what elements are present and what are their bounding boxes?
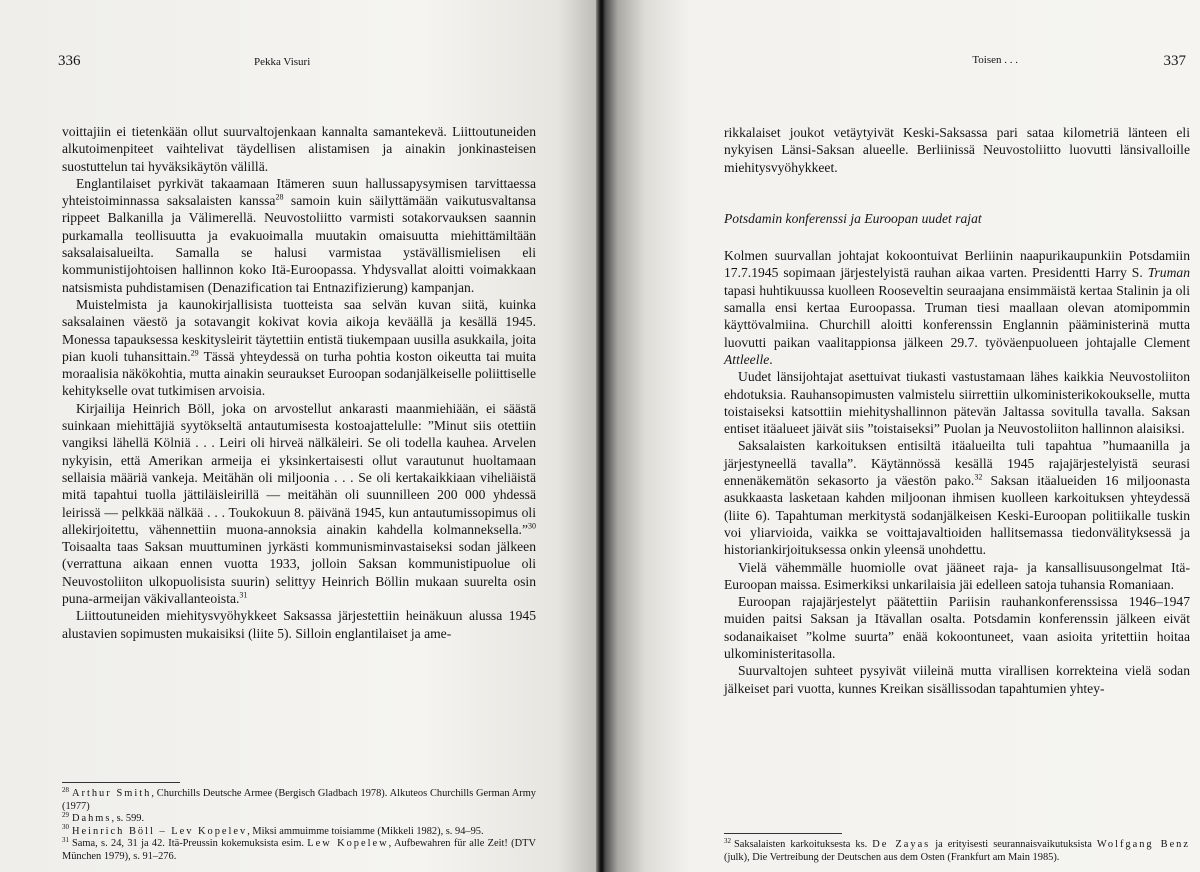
footnote-number: 28	[62, 785, 69, 794]
paragraph: Suurvaltojen suhteet pysyivät viileinä mutta virallisen korrekteina vielä sodan jälkeiset pari vuotta, kunnes Kreikan sisällissodan tapahtumien yhtey-	[724, 663, 1190, 696]
page-number: 337	[1163, 53, 1186, 69]
footnote-text: Sama, s. 24, 31 ja 42. Itä-Preussin kokemuksista esim. Lew Kopelew, Aufbewahren für alle Zeit! (DTV München 1979), s. 91–276.	[62, 838, 536, 862]
book-spine	[596, 0, 606, 872]
paragraph: Euroopan rajajärjestelyt päätettiin Pariisin rauhankonferenssissa 1946–1947 muiden paitsi Saksan ja Itävallan osalta. Potsdamin konferenssin jälkeen eivät sodanaikaiset ”kolme suurta” enää kokoontuneet, vaan asioita yritettiin hoitaa ulkoministeritasolla.	[724, 594, 1190, 662]
paragraph: Muistelmista ja kaunokirjallisista tuotteista saa selvän kuvan siitä, kuinka saksalainen väestö ja sotavangit kokivat kovia aikoja keväällä ja kesällä 1945. Monessa tapauksessa keskitysleirit täytettiin entistä tiukempaan uusilla asukkaila, joita pian kuoli tuhansittain.$^{29}$ Tässä yhteydessä on turha pohtia koston oikeutta tai muita moraalisia näkökohtia, mutta ainakin seuraukset Euroopan sodanjälkeiselle poliittiselle kehitykselle ovat tutkimisen arvoisia.	[62, 296, 536, 399]
right-page	[600, 0, 1200, 872]
paragraph: Liittoutuneiden miehitysvyöhykkeet Saksassa järjestettiin heinäkuun alussa 1945 alustavien sopimusten mukaisiksi (liite 5). Silloin englantilaiset ja ame-	[62, 608, 536, 641]
footnote-number: 32	[724, 836, 731, 845]
footnote	[62, 823, 536, 839]
running-head-title: Toisen . . .	[972, 54, 1018, 66]
footnote	[62, 810, 536, 826]
footnote	[724, 836, 1190, 864]
footnote-number: 31	[62, 835, 69, 844]
footnote	[62, 785, 536, 813]
footnote	[62, 835, 536, 863]
footnote-number: 30	[62, 823, 69, 832]
paragraph: Kirjailija Heinrich Böll, joka on arvostellut ankarasti maanmiehiään, ei säästä suinkaan miehittäjiä syytökseltä antautumisesta kostoajattelulle: ”Minut siis otettiin vangiksi lähellä Kölniä . . . Leiri oli hirveä nälkäleiri. Se oli todella kauhea. Arvelen nykyisin, että Amerikan armeija ei yksinkertaisesti ollut varautunut huoltamaan sellaisia määriä vankeja. Meitähän oli miljoonia . . . Se oli kertakaikkiaan viheliäistä mitä tapahtui tuolla jättiläisleirillä — meitähän oli suunnilleen 200 000 yhdessä leirissä — pelkkää nälkää . . . Toukokuun 8. päivänä 1945, kun antautumissopimus oli allekirjoitettu, vähennettiin muona-annoksia ainakin kahdella kolmanneksella.”$^{30}$ Toisaalta taas Saksan muuttuminen jyrkästi kommunisminvastaiseksi sodan jälkeen (verrattuna aikaan ennen vuotta 1933, jolloin Saksan kommunistipuolue oli Neuvostoliiton ulkopuolisista suurin) selittyy Heinrich Böllin mukaan suurelta osin puna-armeijan väkivallanteoista.$^{31}$	[62, 400, 536, 607]
running-head-author: Pekka Visuri	[254, 56, 311, 68]
paragraph: Uudet länsijohtajat asettuivat tiukasti vastustamaan lähes kaikkia Neuvostoliiton ehdotuksia. Rauhansopimusten valmistelu siirrettiin ulkoministerikokoukselle, mutta toistaiseksi katsottiin miehityshallinnon pätevän Jaltassa sovitulla tavalla. Saksan entiset itäalueet jäivät siis ”toistaiseksi” Puolan ja Neuvostoliiton hallinnon alaisiksi.	[724, 369, 1190, 437]
footnote-text: Arthur Smith, Churchills Deutsche Armee (Bergisch Gladbach 1978). Alkuteos Churchills German Army (1977)	[62, 788, 536, 812]
section-heading: Potsdamin konferenssi ja Euroopan uudet rajat	[724, 210, 982, 226]
paragraph: Vielä vähemmälle huomiolle ovat jääneet raja- ja kansallisuusongelmat Itä-Euroopan maissa. Esimerkiksi unkarilaisia jäi edelleen satoja tuhansia Romaniaan.	[724, 559, 1190, 592]
footnote-rule	[62, 782, 180, 783]
paragraph: voittajiin ei tietenkään ollut suurvaltojenkaan kannalta samantekevä. Liittoutuneiden alkutoimenpiteet vaihtelivat täydellisen alistamisen ja ainakin jonkinasteisen suostuttelun tai hyväksikäytön välillä.	[62, 124, 536, 174]
footnote-text: Dahms, s. 599.	[72, 813, 145, 825]
right-footnotes	[724, 836, 1190, 864]
right-body-text	[724, 124, 1190, 697]
paragraph: rikkalaiset joukot vetäytyivät Keski-Saksassa pari sataa kilometriä länteen eli nykyisen Länsi-Saksan alueelle. Berliinissä Neuvostoliitto luovutti länsivalloille miehitysvyöhykkeet.	[724, 125, 1190, 175]
page-number: 336	[58, 53, 81, 69]
left-running-head	[58, 53, 538, 71]
left-body-text	[62, 123, 536, 642]
footnote-number: 29	[62, 810, 69, 819]
right-running-head	[730, 53, 1190, 71]
paragraph: Kolmen suurvallan johtajat kokoontuivat Berliinin naapurikaupunkiin Potsdamiin 17.7.1945 sopimaan järjestelyistä rauhan aikaa varten. Presidentti Harry S. Truman tapasi huhtikuussa kuolleen Rooseveltin seuraajana ensimmäistä kertaa Stalinin ja oli samalla ensi kertaa Euroopassa. Truman tiesi maallaan olevan atomipommin käyttövalmiina. Churchill aloitti konferenssin Englannin pääministerinä mutta luovutti paikan vaalitappionsa jälkeen 29.7. työväenpuolueen johtajalle Clement Attleelle.	[724, 248, 1190, 367]
footnote-text: Saksalaisten karkoituksesta ks. De Zayas ja erityisesti seurannaisvaikutuksista Wolfgang Benz (julk), Die Vertreibung der Deutschen aus dem Osten (Frankfurt am Main 1985).	[724, 839, 1190, 863]
paragraph: Saksalaisten karkoituksen entisiltä itäalueilta tuli tapahtua ”humaanilla ja järjestyneellä tavalla”. Käytännössä kesällä 1945 rajajärjestelyistä seurasi ennenäkemätön sekasorto ja väestön pako.$^{32}$ Saksan itäalueiden 16 miljoonasta asukkaasta lasketaan kahden miljoonan ihmisen kuolleen karkoituksen yhteydessä (liite 6). Tapahtuman merkitystä sodanjälkeisen Keski-Euroopan politiikalle tuskin voi yliarvioida, vaikka se voittajavaltioiden hallitsemassa tiedonvälityksessä ja historiankirjoituksessa onkin yleensä unohdettu.	[724, 438, 1190, 558]
footnote-text: Heinrich Böll – Lev Kopelev, Miksi ammuimme toisiamme (Mikkeli 1982), s. 94–95.	[72, 825, 484, 837]
footnote-rule	[724, 833, 842, 834]
left-footnotes	[62, 785, 536, 864]
paragraph: Englantilaiset pyrkivät takaamaan Itämeren suun hallussapysymisen tarvittaessa yhteistoiminnassa saksalaisten kanssa$^{28}$ samoin kuin säilyttämään vaikutusvaltansa rippeet Balkanilla ja Välimerellä. Neuvostoliitto varmisti sotakorvauksen saannin purkamalla teollisuutta ja evakuoimalla muutakin omaisuutta miehittämiltään saksalaisalueilta. Samalla se halusi varmistaa ystävällismielisen eli kommunistijohtoisen hallinnon koko Itä-Euroopassa. Yhdysvallat aloitti voimakkaan natsismista puhdistamisen (Denazification tai Entnazifizierung) kampanjan.	[62, 175, 536, 295]
